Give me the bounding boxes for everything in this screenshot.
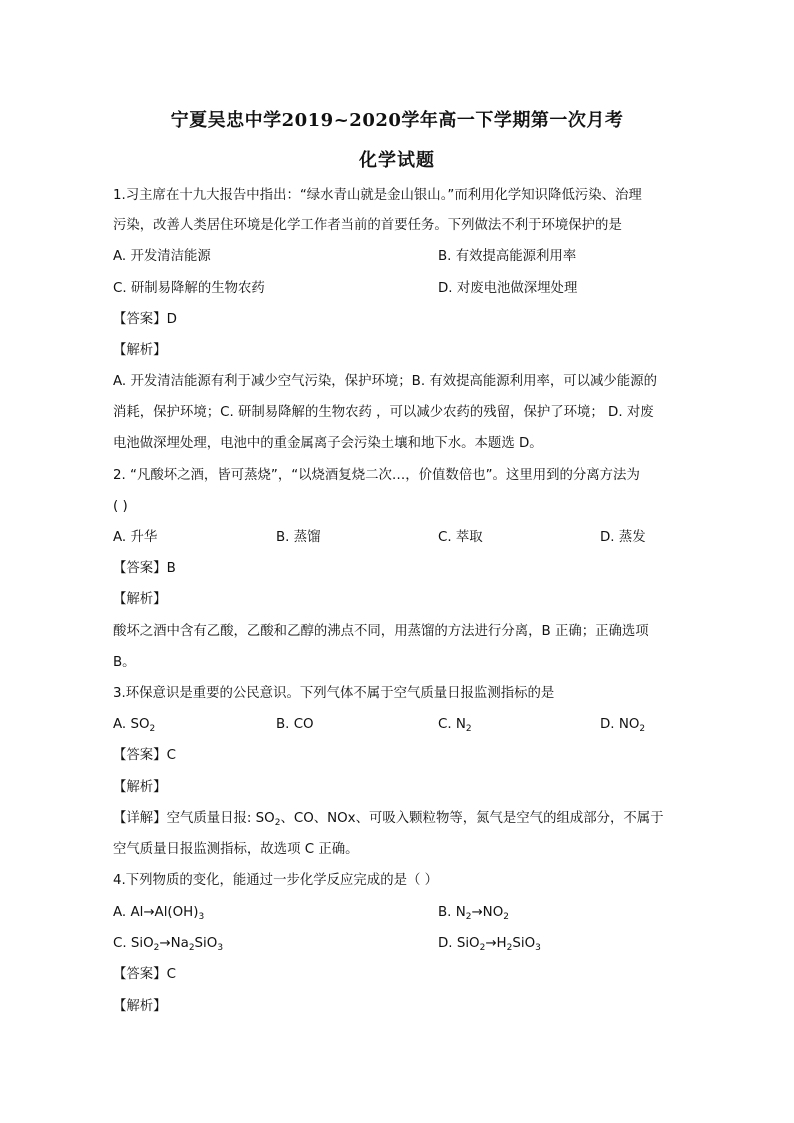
q4-option-c-s3: 3 [217, 943, 224, 953]
q3-option-a-sub: 2 [149, 724, 156, 734]
q4-option-c-p1: C. SiO [113, 936, 154, 951]
q1-analysis-label: 【解析】 [113, 343, 167, 358]
q3-option-d [600, 715, 645, 739]
q4-answer [113, 965, 176, 985]
q4-option-d-p1: D. SiO [438, 936, 480, 951]
q2-answer [113, 559, 176, 579]
q1-stem-line2: 污染，改善人类居住环境是化学工作者当前的首要任务。下列做法不利于环境保护的是 [113, 218, 622, 233]
q2-analysis-line1: 酸坏之酒中含有乙酸，乙酸和乙醇的沸点不同，用蒸馏的方法进行分离，B 正确；正确选项 [113, 624, 649, 639]
q3-option-d-text: D. NO [600, 717, 640, 732]
answer-label: 【答案】 [113, 748, 167, 763]
detail-label: 【详解】 [113, 811, 167, 826]
q3-option-c-text: C. N [438, 717, 466, 732]
q4-option-b [438, 903, 509, 927]
q4-option-d [438, 934, 541, 958]
q3-stem-line1: 3.环保意识是重要的公民意识。下列气体不属于空气质量日报监测指标的是 [113, 686, 555, 701]
q4-option-a-text: A. Al→Al(OH) [113, 905, 199, 920]
q4-option-b-p1: B. N [438, 905, 466, 920]
q4-option-c [113, 934, 223, 958]
q2-option-a: A. 升华 [113, 530, 158, 545]
answer-label: 【答案】 [113, 561, 167, 576]
q2-option-c: C. 萃取 [438, 530, 483, 545]
q2-option-d: D. 蒸发 [600, 530, 646, 545]
q4-option-a-sub: 3 [198, 912, 205, 922]
q2-analysis-line2: B。 [113, 655, 136, 670]
q1-option-a: A. 开发清洁能源 [113, 249, 211, 264]
q3-option-b: B. CO [276, 717, 314, 732]
page-title: 宁夏吴忠中学2019~2020学年高一下学期第一次月考 [170, 110, 624, 131]
q4-stem-line1: 4.下列物质的变化，能通过一步化学反应完成的是（ ） [113, 873, 439, 888]
q1-stem-line1: 1.习主席在十九大报告中指出：“绿水青山就是金山银山。”而利用化学知识降低污染、治理 [113, 188, 642, 203]
q3-option-c [438, 715, 472, 739]
q3-option-d-sub: 2 [639, 724, 646, 734]
q4-option-c-s1: 2 [153, 943, 160, 953]
q4-answer-value: C [166, 967, 176, 982]
q4-option-a [113, 903, 204, 927]
q3-detail-sub: 2 [274, 818, 281, 828]
q3-detail-text-b: 、CO、NOx、可吸入颗粒物等，氮气是空气的组成部分，不属于 [280, 811, 664, 826]
q4-option-b-p2: →NO [471, 905, 504, 920]
page-subtitle: 化学试题 [359, 150, 435, 171]
q4-option-d-s1: 2 [479, 943, 486, 953]
q1-analysis-line2: 消耗，保护环境；C. 研制易降解的生物农药 ，可以减少农药的残留，保护了环境； D. 对废 [113, 405, 654, 420]
q2-answer-value: B [166, 561, 176, 576]
q4-analysis-label: 【解析】 [113, 999, 167, 1014]
q2-stem-line1: 2. “凡酸坏之酒，皆可蒸烧”，“以烧酒复烧二次…，价值数倍也”。这里用到的分离方法为 [113, 468, 640, 483]
q1-option-c: C. 研制易降解的生物农药 [113, 281, 265, 296]
q2-analysis-label: 【解析】 [113, 592, 167, 607]
q4-option-c-p2: →Na [159, 936, 189, 951]
q3-option-a [113, 715, 155, 739]
q4-option-d-p3: SiO [512, 936, 536, 951]
q1-answer [113, 310, 177, 330]
q2-stem-line2: ( ) [113, 499, 128, 514]
q3-detail-text-a: 空气质量日报: SO [166, 811, 275, 826]
q3-option-a-text: A. SO [113, 717, 150, 732]
q4-option-d-s2: 2 [506, 943, 513, 953]
q3-option-c-sub: 2 [465, 724, 472, 734]
q4-option-c-s2: 2 [188, 943, 195, 953]
answer-label: 【答案】 [113, 312, 167, 327]
q4-option-b-s1: 2 [465, 912, 472, 922]
q1-analysis-line3: 电池做深埋处理，电池中的重金属离子会污染土壤和地下水。本题选 D。 [113, 436, 543, 451]
q3-detail-line2: 空气质量日报监测指标，故选项 C 正确。 [113, 842, 359, 857]
q2-option-b: B. 蒸馏 [276, 530, 321, 545]
q1-analysis-line1: A. 开发清洁能源有利于减少空气污染，保护环境；B. 有效提高能源利用率，可以减少能源的 [113, 374, 657, 389]
q1-option-d: D. 对废电池做深埋处理 [438, 281, 578, 296]
q3-analysis-label: 【解析】 [113, 780, 167, 795]
answer-label: 【答案】 [113, 967, 167, 982]
q4-option-d-s3: 3 [535, 943, 541, 953]
q3-answer [113, 746, 176, 766]
q4-option-d-p2: →H [485, 936, 507, 951]
q3-answer-value: C [166, 748, 176, 763]
q3-detail-line1 [113, 809, 664, 833]
q4-option-b-s2: 2 [503, 912, 509, 922]
q1-option-b: B. 有效提高能源利用率 [438, 249, 577, 264]
q1-answer-value: D [166, 312, 177, 327]
q4-option-c-p3: SiO [194, 936, 218, 951]
